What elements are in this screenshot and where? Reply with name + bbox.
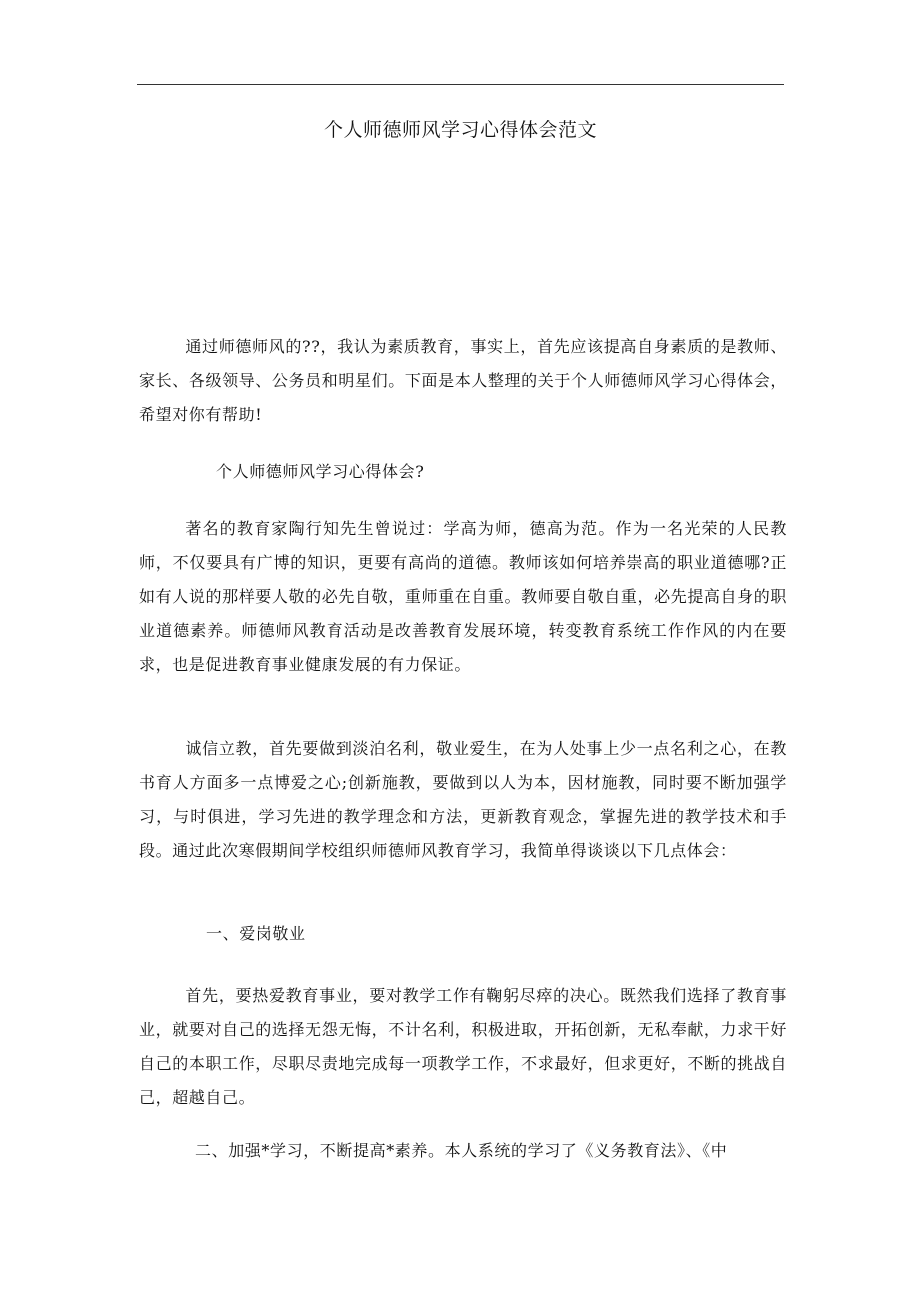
intro-paragraph: 通过师德师风的??，我认为素质教育，事实上，首先应该提高自身素质的是教师、家长、各级领导、公务员和明星们。下面是本人整理的关于个人师德师风学习心得体会，希望对你有帮助!: [139, 337, 787, 424]
section-1-heading: 一、爱岗敬业: [206, 924, 306, 943]
paragraph-4: 二、加强*学习，不断提高*素养。本人系统的学习了《义务教育法》、《中: [195, 1141, 728, 1160]
document-title: 个人师德师风学习心得体会范文: [323, 119, 597, 141]
section-subtitle: 个人师德师风学习心得体会?: [216, 462, 425, 481]
paragraph-3: 首先，要热爱教育事业，要对教学工作有鞠躬尽瘁的决心。既然我们选择了教育事业，就要对自己的选择无怨无悔，不计名利，积极进取，开拓创新，无私奉献，力求干好自己的本职工作，尽职尽责地完成每一项教学工作，不求最好，但求更好，不断的挑战自己，超越自己。: [139, 986, 787, 1107]
paragraph-1: 著名的教育家陶行知先生曾说过：学高为师，德高为范。作为一名光荣的人民教师，不仅要具有广博的知识，更要有高尚的道德。教师该如何培养崇高的职业道德哪?正如有人说的那样要人敬的必先自敬，重师重在自重。教师要自敬自重，必先提高自身的职业道德素养。师德师风教育活动是改善教育发展环境，转变教育系统工作作风的内在要求，也是促进教育事业健康发展的有力保证。: [139, 519, 787, 674]
header-rule: [137, 84, 784, 85]
paragraph-2: 诚信立教，首先要做到淡泊名利，敬业爱生，在为人处事上少一点名利之心，在教书育人方面多一点博爱之心;创新施教，要做到以人为本，因材施教，同时要不断加强学习，与时俱进，学习先进的教学理念和方法，更新教育观念，掌握先进的教学技术和手段。通过此次寒假期间学校组织师德师风教育学习，我简单得谈谈以下几点体会：: [139, 739, 787, 860]
